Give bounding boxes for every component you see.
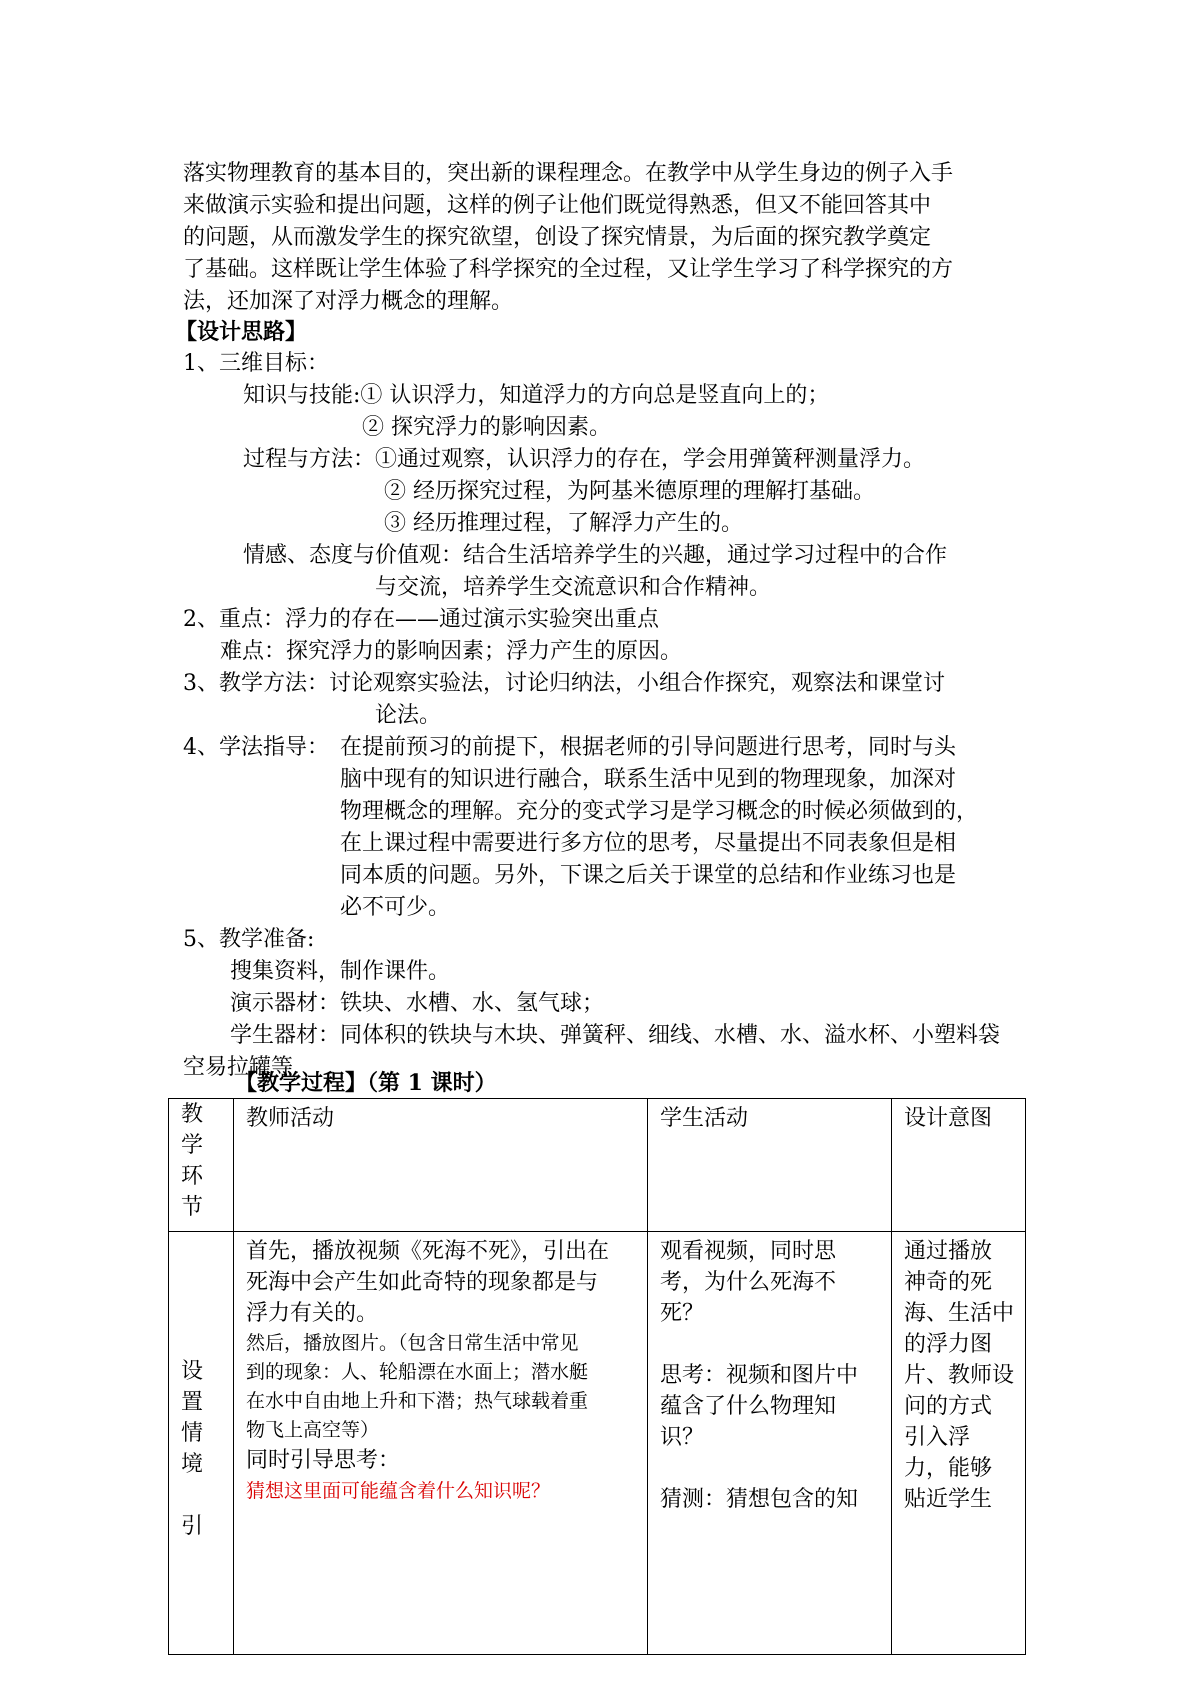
preparation-title: 5、教学准备: bbox=[183, 927, 315, 952]
guidance-line-2: 脑中现有的知识进行融合，联系生活中见到的物理现象，加深对 bbox=[340, 767, 957, 792]
goal-emotion-1: 情感、态度与价值观：结合生活培养学生的兴趣，通过学习过程中的合作 bbox=[243, 543, 948, 568]
table-row bbox=[169, 1232, 1026, 1655]
methods-line-1: 3、教学方法：讨论观察实验法，讨论归纳法，小组合作探究，观察法和课堂讨 bbox=[183, 671, 945, 696]
row-design-intent: 通过播放 神奇的死 海、生活中 的浮力图 片、教师设 问的方式 引入浮 力，能够 贴近学生 bbox=[892, 1232, 1026, 1655]
preparation-line-2: 演示器材：铁块、水槽、水、氢气球； bbox=[230, 991, 605, 1016]
row-stage: 设 置 情 境 引 bbox=[169, 1232, 234, 1655]
difficult-point: 难点：探究浮力的影响因素；浮力产生的原因。 bbox=[220, 639, 683, 664]
goal-process-2: ② 经历探究过程，为阿基米德原理的理解打基础。 bbox=[384, 479, 875, 504]
guidance-line-1: 在提前预习的前提下，根据老师的引导问题进行思考，同时与头 bbox=[340, 735, 957, 760]
preparation-line-1: 搜集资料，制作课件。 bbox=[230, 959, 451, 984]
goal-process-3: ③ 经历推理过程，了解浮力产生的。 bbox=[384, 511, 743, 536]
guidance-line-6: 必不可少。 bbox=[340, 895, 451, 920]
goal-knowledge-2: ② 探究浮力的影响因素。 bbox=[362, 415, 611, 440]
guidance-line-5: 同本质的问题。另外，下课之后关于课堂的总结和作业练习也是 bbox=[340, 863, 957, 888]
row-teacher-activity: 首先，播放视频《死海不死》，引出在 死海中会产生如此奇特的现象都是与 浮力有关的。 然后，播放图片。（包含日常生活中常见 到的现象：人、轮船漂在水面上；潜水艇 在水中自由地上升和下潜；热气球载着重 物飞上高空等） 同时引导思考： 猜想这里面可能蕴含着什么知识呢？ bbox=[234, 1232, 648, 1655]
methods-line-2: 论法。 bbox=[375, 703, 442, 728]
header-stage: 教 学 环 节 bbox=[169, 1099, 234, 1232]
row-student-activity: 观看视频，同时思 考，为什么死海不 死？ 思考：视频和图片中 蕴含了什么物理知 识？ 猜测：猜想包含的知 bbox=[648, 1232, 892, 1655]
preparation-line-3: 学生器材：同体积的铁块与木块、弹簧秤、细线、水槽、水、溢水杯、小塑料袋 bbox=[230, 1023, 1001, 1048]
goal-process-1: 过程与方法：①通过观察，认识浮力的存在，学会用弹簧秤测量浮力。 bbox=[243, 447, 926, 472]
key-point: 2、重点：浮力的存在——通过演示实验突出重点 bbox=[183, 607, 659, 632]
intro-line-3: 的问题，从而激发学生的探究欲望，创设了探究情景，为后面的探究教学奠定 bbox=[183, 225, 932, 250]
guidance-line-4: 在上课过程中需要进行多方位的思考，尽量提出不同表象但是相 bbox=[340, 831, 957, 856]
goals-title: 1、三维目标： bbox=[183, 351, 329, 376]
intro-line-4: 了基础。这样既让学生体验了科学探究的全过程，又让学生学习了科学探究的方 bbox=[183, 257, 954, 282]
goal-knowledge-1: 知识与技能:① 认识浮力，知道浮力的方向总是竖直向上的； bbox=[243, 383, 830, 408]
guiding-question: 猜想这里面可能蕴含着什么知识呢？ bbox=[246, 1480, 551, 1502]
intro-line-2: 来做演示实验和提出问题，这样的例子让他们既觉得熟悉，但又不能回答其中 bbox=[183, 193, 932, 218]
intro-line-1: 落实物理教育的基本目的，突出新的课程理念。在教学中从学生身边的例子入手 bbox=[183, 161, 954, 186]
header-student-activity: 学生活动 bbox=[648, 1099, 892, 1232]
guidance-line-3: 物理概念的理解。充分的变式学习是学习概念的时候必须做到的， bbox=[340, 799, 979, 824]
guidance-label: 4、学法指导： bbox=[183, 735, 329, 760]
process-heading: 【教学过程】（第 1 课时） bbox=[235, 1070, 497, 1096]
design-heading: 【设计思路】 bbox=[175, 319, 308, 345]
table-header-row bbox=[169, 1099, 1026, 1232]
header-teacher-activity: 教师活动 bbox=[234, 1099, 648, 1232]
intro-line-5: 法，还加深了对浮力概念的理解。 bbox=[183, 289, 514, 314]
preparation-line-4: 空易拉罐等 bbox=[183, 1055, 294, 1080]
teaching-process-table bbox=[168, 1098, 1026, 1655]
goal-emotion-2: 与交流，培养学生交流意识和合作精神。 bbox=[375, 575, 772, 600]
header-design-intent: 设计意图 bbox=[892, 1099, 1026, 1232]
